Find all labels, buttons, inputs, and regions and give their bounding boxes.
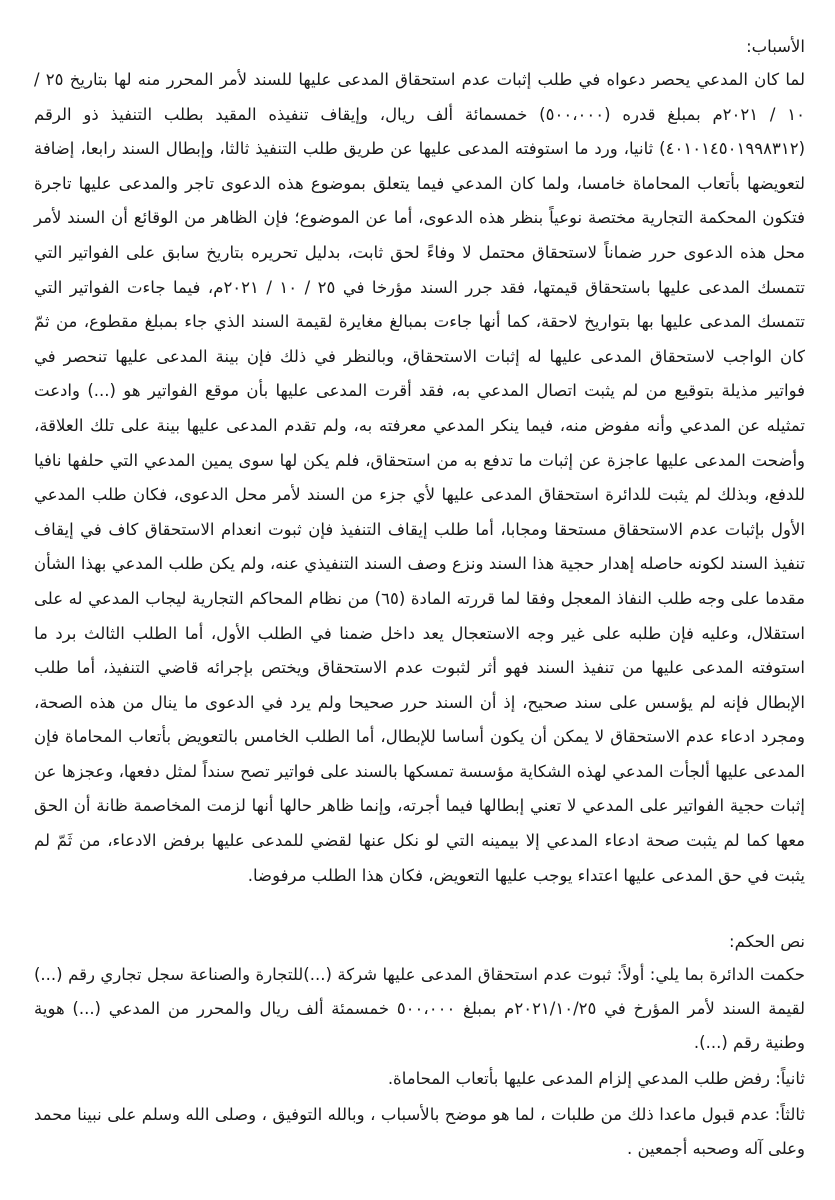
verdict-first-item: حكمت الدائرة بما يلي: أولاً: ثبوت عدم استحقاق المدعى عليها شركة (...)للتجارة والصناعة سجل تجاري رقم (...) لقيمة السند لأمر المؤرخ في ٢٠٢١/١٠/٢٥م بمبلغ ٥٠٠،٠٠٠ خمسمئة ألف ريال والمحرر من المدعي (...) هوية وطنية رقم (...). <box>34 965 805 1053</box>
reasons-body: لما كان المدعي يحصر دعواه في طلب إثبات عدم استحقاق المدعى عليها للسند لأمر المحرر منه لها بتاريخ ٢٥ / ١٠ / ٢٠٢١م بمبلغ قدره (٥٠٠،٠٠٠) خمسمائة ألف ريال، وإيقاف تنفيذه المقيد بطلب التنفيذ ذو الرقم (٤٠١٠١٤٥٠١٩٩٨٣١٢) ثانيا، ورد ما استوفته المدعى عليها عن طريق طلب التنفيذ ثالثا، وإبطال السند رابعا، إضافة لتعويضها بأتعاب المحاماة خامسا، ولما كان المدعي فيما يتعلق بموضوع هذه الدعوى تاجر والمدعى عليها تاجرة فتكون المحكمة التجارية مختصة نوعياً بنظر هذه الدعوى، أما عن الموضوع؛ فإن الظاهر من الوقائع أن السند لأمر محل هذه الدعوى حرر ضماناً لاستحقاق محتمل لا وفاءً لحق ثابت، بدليل تحريره بتاريخ سابق على الفواتير التي تتمسك المدعى عليها باستحقاق قيمتها، فقد جرر السند مؤرخا في ٢٥ / ١٠ / ٢٠٢١م، فيما جاءت الفواتير التي تتمسك المدعى عليها بها بتواريخ لاحقة، كما أنها جاءت بمبالغ مغايرة لقيمة السند الذي جاء بمبلغ مقطوع، من ثمّ كان الواجب لاستحقاق المدعى عليها له إثبات الاستحقاق، وبالنظر في ذلك فإن بينة المدعى عليها تنحصر في فواتير مذيلة بتوقيع من لم يثبت اتصال المدعي به، فقد أقرت المدعى عليها بأن موقع الفواتير هو (...) وادعت تمثيله عن المدعي وأنه مفوض منه، فيما ينكر المدعي معرفته به، ولم تقدم المدعى عليها بينة على تلك العلاقة، وأضحت المدعى عليها عاجزة عن إثبات ما تدفع به من استحقاق، فلم يكن لها سوى يمين المدعي التي حلفها نافيا للدفع، وبذلك لم يثبت للدائرة استحقاق المدعى عليها لأي جزء من السند لأمر محل الدعوى، فكان طلب المدعي الأول بإثبات عدم الاستحقاق مستحقا ومجابا، أما طلب إيقاف التنفيذ فإن ثبوت انعدام الاستحقاق كاف في إيقاف تنفيذ السند لكونه حاصله إهدار حجية هذا السند ونزع وصف السند التنفيذي عنه، ولم يكن طلب المدعي بهذا الشأن مقدما على وجه طلب النفاذ المعجل وفقا لما قررته المادة (٦٥) من نظام المحاكم التجارية ليجاب المدعي له على استقلال، وعليه فإن طلبه على غير وجه الاستعجال يعد داخل ضمنا في الطلب الأول، أما الطلب الثالث برد ما استوفته المدعى عليها من تنفيذ السند فهو أثر لثبوت عدم الاستحقاق ويختص بإجرائه قاضي التنفيذ، أما طلب الإبطال فإنه لم يؤسس على سند صحيح، إذ أن السند حرر صحيحا ولم يرد في الدعوى ما ينال من هذه الصحة، ومجرد ادعاء عدم الاستحقاق لا يمكن أن يكون أساسا للإبطال، أما الطلب الخامس بالتعويض بأتعاب المحاماة فإن المدعى عليها ألجأت المدعي لهذه الشكاية مؤسسة تمسكها بالسند على فواتير تصح سنداً لمثل دفعها، وعجزها عن إثبات حجية الفواتير على المدعي لا تعني إبطالها فيما أجرته، وإنما ظاهر حالها أنها لزمت المخاصمة ظانة أن الحق معها كما لم يثبت صحة ادعاء المدعي إلا بيمينه التي لو نكل عنها لقضي للمدعى عليها برفض الادعاء، من ثَمّ لم يثبت في حق المدعى عليها اعتداء يوجب عليها التعويض، فكان هذا الطلب مرفوضا. <box>34 70 805 885</box>
reasons-heading: الأسباب: <box>746 37 805 56</box>
verdict-third-item: ثالثاً: عدم قبول ماعدا ذلك من طلبات ، لما هو موضح بالأسباب ، وبالله التوفيق ، وصلى الله وسلم على نبينا محمد وعلى آله وصحبه أجمعين . <box>34 1105 805 1159</box>
verdict-second-item: ثانياً: رفض طلب المدعي إلزام المدعى عليها بأتعاب المحاماة. <box>387 1069 805 1089</box>
verdict-heading: نص الحكم: <box>729 932 805 952</box>
section-divider-space <box>34 893 805 927</box>
